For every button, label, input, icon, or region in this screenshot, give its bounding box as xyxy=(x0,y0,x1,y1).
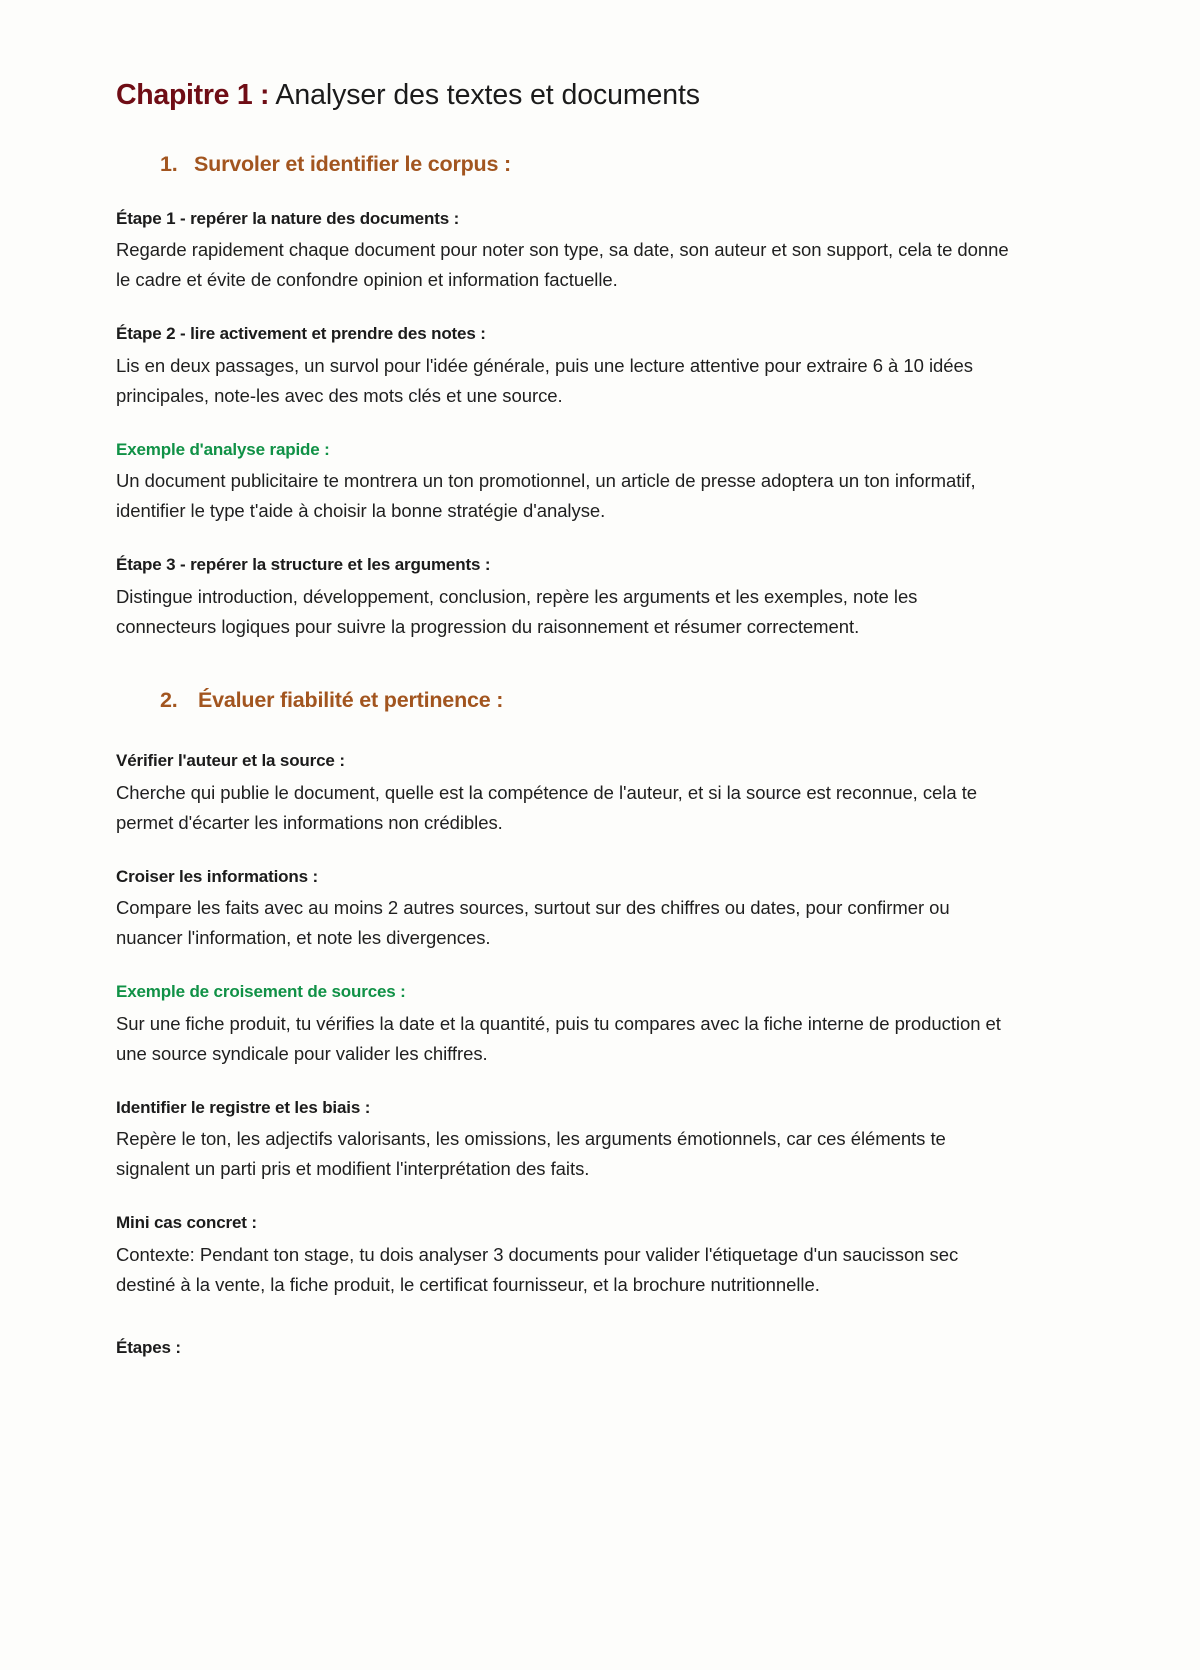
section-number-2: 2. xyxy=(160,687,178,712)
page-title-subject: Analyser des textes et documents xyxy=(269,79,700,111)
section-heading-1 xyxy=(116,152,1088,177)
block-text: Repère le ton, les adjectifs valorisants, les omissions, les arguments émotionnels, car ces éléments te signalent un parti pris et modifient l'interprétation des faits. xyxy=(116,1128,946,1180)
content-block xyxy=(116,553,1088,642)
content-block xyxy=(116,1336,1088,1361)
section-heading-2 xyxy=(116,688,1088,713)
page-title-chapter-label: Chapitre 1 : xyxy=(116,79,270,111)
content-block xyxy=(116,1096,1088,1185)
content-block xyxy=(116,865,1088,954)
block-heading: Mini cas concret : xyxy=(116,1213,257,1233)
block-heading: Étape 3 - repérer la structure et les arguments : xyxy=(116,555,491,575)
block-text: Sur une fiche produit, tu vérifies la date et la quantité, puis tu compares avec la fiche interne de production et une source syndicale pour valider les chiffres. xyxy=(116,1012,1001,1064)
block-heading: Étapes : xyxy=(116,1337,181,1357)
block-text: Compare les faits avec au moins 2 autres sources, surtout sur des chiffres ou dates, pour confirmer ou nuancer l'information, et note les divergences. xyxy=(116,897,950,949)
block-text: Regarde rapidement chaque document pour noter son type, sa date, son auteur et son support, cela te donne le cadre et évite de confondre opinion et information factuelle. xyxy=(116,239,1009,291)
block-text: Un document publicitaire te montrera un ton promotionnel, un article de presse adoptera un ton informatif, identifier le type t'aide à choisir la bonne stratégie d'analyse. xyxy=(116,470,976,522)
block-text: Lis en deux passages, un survol pour l'idée générale, puis une lecture attentive pour extraire 6 à 10 idées principales, note-les avec des mots clés et une source. xyxy=(116,354,973,406)
content-block xyxy=(116,322,1088,411)
example-heading: Exemple de croisement de sources : xyxy=(116,982,406,1002)
section-title-2: Évaluer fiabilité et pertinence : xyxy=(198,687,504,712)
page-title xyxy=(116,78,1088,114)
example-heading: Exemple d'analyse rapide : xyxy=(116,439,330,459)
section-number-1: 1. xyxy=(160,151,178,176)
content-block xyxy=(116,1211,1088,1300)
block-heading: Vérifier l'auteur et la source : xyxy=(116,750,345,770)
block-heading: Croiser les informations : xyxy=(116,866,319,886)
block-heading: Identifier le registre et les biais : xyxy=(116,1097,371,1117)
section-title-1: Survoler et identifier le corpus : xyxy=(194,151,511,176)
content-block-example xyxy=(116,980,1088,1069)
block-heading: Étape 2 - lire activement et prendre des notes : xyxy=(116,324,486,344)
block-heading: Étape 1 - repérer la nature des documents : xyxy=(116,208,460,228)
block-text: Distingue introduction, développement, conclusion, repère les arguments et les exemples, note les connecteurs logiques pour suivre la progression du raisonnement et résumer correctement. xyxy=(116,586,918,637)
content-block-example xyxy=(116,438,1088,527)
block-text: Cherche qui publie le document, quelle est la compétence de l'auteur, et si la source est reconnue, cela te permet d'écarter les informations non crédibles. xyxy=(116,781,978,833)
content-block xyxy=(116,749,1088,838)
content-block xyxy=(116,207,1088,296)
block-text: Contexte: Pendant ton stage, tu dois analyser 3 documents pour valider l'étiquetage d'un saucisson sec destiné à la vente, la fiche produit, le certificat fournisseur, et la brochure nutritionnelle. xyxy=(116,1243,959,1295)
